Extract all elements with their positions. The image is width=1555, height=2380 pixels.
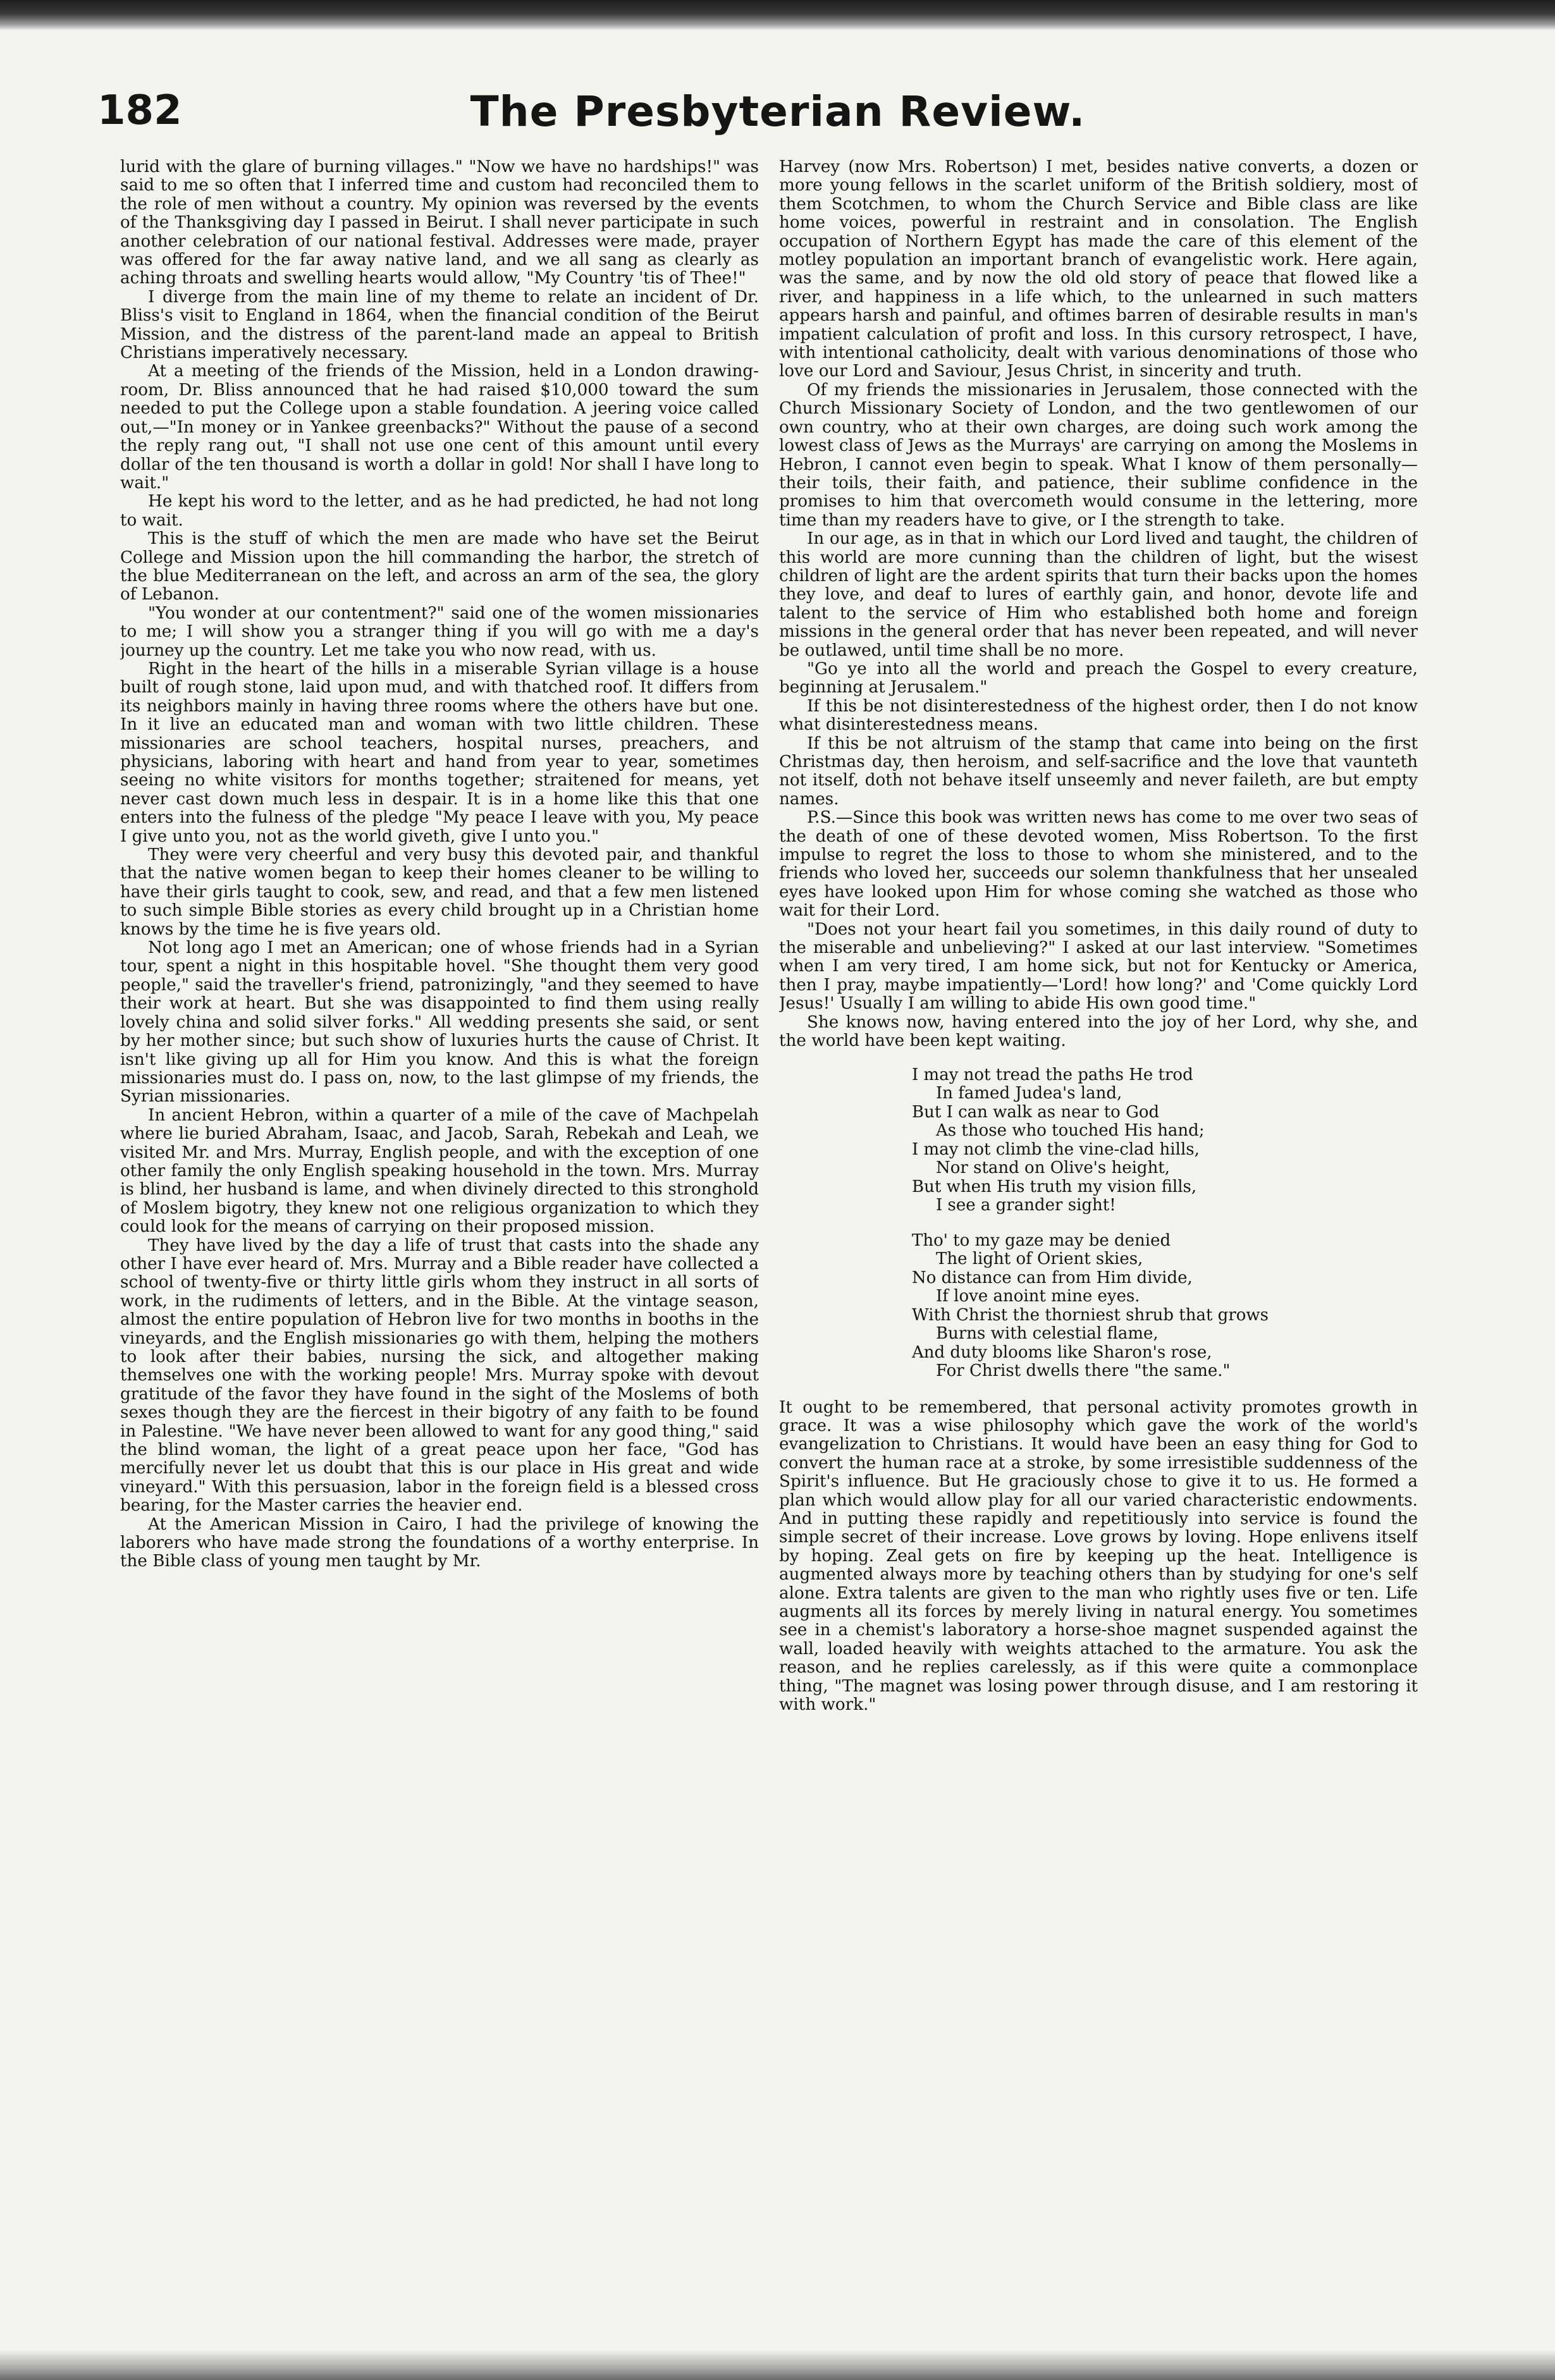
running-head <box>95 87 1461 150</box>
poem-line: I may not climb the vine-clad hills, <box>912 1139 1200 1159</box>
poem-line: In famed Judea's land, <box>936 1084 1122 1103</box>
paragraph: "You wonder at our contentment?" said one of the women missionaries to me; I will show you a stranger thing if you will go with me a day's journey up the country. Let me take you who now read, with us. <box>120 603 759 660</box>
poem-line: And duty blooms like Sharon's rose, <box>912 1342 1212 1362</box>
paragraph: If this be not altruism of the stamp that came into being on the first Christmas day, then heroism, and self-sacrifice and the love that vaunteth not itself, doth not behave itself unseemly and never faileth, are but empty names. <box>779 733 1418 809</box>
paragraph: I diverge from the main line of my theme to relate an incident of Dr. Bliss's visit to England in 1864, when the financial condition of the Beirut Mission, and the distress of the parent-land made an appeal to British Christians imperatively necessary. <box>120 287 759 363</box>
page-number: 182 <box>97 87 182 134</box>
poem-line: I may not tread the paths He trod <box>912 1065 1193 1084</box>
paragraph: At the American Mission in Cairo, I had the privilege of knowing the laborers who have made strong the foundations of a worthy enterprise. In the Bible class of young men taught by Mr. <box>120 1514 759 1571</box>
poem-line: Tho' to my gaze may be denied <box>912 1230 1171 1250</box>
paragraph: lurid with the glare of burning villages." "Now we have no hardships!" was said to me so often that I inferred time and custom had reconciled them to the role of men without a country. My opinion was reversed by the events of the Thanksgiving day I passed in Beirut. I shall never participate in such another celebration of our national festival. Addresses were made, prayer was offered for the far away native land, and we all sang as clearly as aching throats and swelling hearts would allow, "My Country 'tis of Thee!" <box>120 158 759 288</box>
paragraph: "Does not your heart fail you sometimes, in this daily round of duty to the miserable and unbelieving?" I asked at our last interview. "Sometimes when I am very tired, I am home sick, but not for Kentucky or America, then I pray, maybe impatiently—'Lord! how long?' and 'Come quickly Lord Jesus!' Usually I am willing to abide His own good time." <box>779 919 1418 1014</box>
poem-line: But when His truth my vision fills, <box>912 1177 1197 1196</box>
poem-line: Burns with celestial flame, <box>936 1324 1159 1343</box>
paragraph: Not long ago I met an American; one of whose friends had in a Syrian tour, spent a night in this hospitable hovel. "She thought them very good people," said the traveller's friend, patronizingly, "and they seemed to have their work at heart. But she was disappointed to find them using really lovely china and solid silver forks." All wedding presents she said, or sent by her mother since; but such show of luxuries hurts the cause of Christ. It isn't like giving up all for Him you know. And this is what the foreign missionaries must do. I pass on, now, to the last glimpse of my friends, the Syrian missionaries. <box>120 938 759 1107</box>
poem-line: If love anoint mine eyes. <box>936 1287 1140 1306</box>
poem-line: But I can walk as near to God <box>912 1102 1160 1122</box>
paragraph: Of my friends the missionaries in Jerusalem, those connected with the Church Missionary Society of London, and the two gentlewomen of our own country, who at their own charges, are doing such work among the lowest class of Jews as the Murrays' are carrying on among the Moslems in Hebron, I cannot even begin to speak. What I know of them personally—their toils, their faith, and patience, their sublime confidence in the promises to him that overcometh would consume in the lettering, more time than my readers have to give, or I the strength to take. <box>779 380 1418 530</box>
poem-line: As those who touched His hand; <box>936 1121 1205 1140</box>
poem-line: With Christ the thorniest shrub that grows <box>912 1305 1269 1325</box>
paragraph: They were very cheerful and very busy this devoted pair, and thankful that the native women began to keep their homes cleaner to be willing to have their girls taught to cook, sew, and read, and that a few men listened to such simple Bible stories as every child brought up in a Christian home knows by the time he is five years old. <box>120 845 759 939</box>
paragraph: This is the stuff of which the men are made who have set the Beirut College and Mission upon the hill commanding the harbor, the stretch of the blue Mediterranean on the left, and across an arm of the sea, the glory of Lebanon. <box>120 529 759 604</box>
paragraph: At a meeting of the friends of the Mission, held in a London drawing-room, Dr. Bliss announced that he had raised $10,000 toward the sum needed to put the College upon a stable foundation. A jeering voice called out,—"In money or in Yankee greenbacks?" Without the pause of a second the reply rang out, "I shall not use one cent of this amount until every dollar of the ten thousand is worth a dollar in gold! Nor shall I have long to wait." <box>120 362 759 493</box>
paragraph: P.S.—Since this book was written news has come to me over two seas of the death of one of these devoted women, Miss Robertson. To the first impulse to regret the loss to those to whom she ministered, and to the friends who loved her, succeeds our solemn thankfulness that her unsealed eyes have looked upon Him for whose coming she watched as those who wait for their Lord. <box>779 808 1418 921</box>
paragraph: Harvey (now Mrs. Robertson) I met, besides native converts, a dozen or more young fellows in the scarlet uniform of the British soldiery, most of them Scotchmen, to whom the Church Service and Bible class are like home voices, powerful in restraint and in consolation. The English occupation of Northern Egypt has made the care of this element of the motley population an important branch of evangelistic work. Here again, was the same, and by now the old old story of peace that flowed like a river, and happiness in a life which, to the unlearned in such matters appears harsh and painful, and oftimes barren of desirable results in man's impatient calculation of profit and loss. In this cursory retrospect, I have, with intentional catholicity, dealt with various denominations of those who love our Lord and Saviour, Jesus Christ, in sincerity and truth. <box>779 158 1418 381</box>
paragraph: She knows now, having entered into the joy of her Lord, why she, and the world have been kept waiting. <box>779 1012 1418 1051</box>
poem-line: I see a grander sight! <box>936 1196 1116 1215</box>
poem-line: The light of Orient skies, <box>936 1249 1143 1268</box>
poem-line: No distance can from Him divide, <box>912 1268 1193 1287</box>
paragraph: In ancient Hebron, within a quarter of a mile of the cave of Machpelah where lie buried Abraham, Isaac, and Jacob, Sarah, Rebekah and Leah, we visited Mr. and Mrs. Murray, English people, and with the exception of one other family the only English speaking household in the town. Mrs. Murray is blind, her husband is lame, and when divinely directed to this stronghold of Moslem bigotry, they knew not one religious organization to which they could look for the means of carrying on their proposed mission. <box>120 1105 759 1237</box>
paragraph: If this be not disinterestedness of the highest order, then I do not know what disinterestedness means. <box>779 696 1418 735</box>
right-column <box>779 158 1418 2321</box>
paragraph: It ought to be remembered, that personal activity promotes growth in grace. It was a wise philosophy which gave the work of the world's evangelization to Christians. It would have been an easy thing for God to convert the human race at a stroke, by some irresistible suddenness of the Spirit's influence. But He graciously chose to give it to us. He formed a plan which would allow play for all our varied characteristic endowments. And in putting these rapidly and repetitiously into service is found the simple secret of their increase. Love grows by loving. Hope enlivens itself by hoping. Zeal gets on fire by keeping up the heat. Intelligence is augmented always more by teaching others than by studying for one's self alone. Extra talents are given to the man who rightly uses five or ten. Life augments all its forces by merely living in natural energy. You sometimes see in a chemist's laboratory a horse-shoe magnet suspended against the wall, loaded heavily with weights attached to the armature. You ask the reason, and he replies carelessly, as if this were quite a commonplace thing, "The magnet was losing power through disuse, and I am restoring it with work." <box>779 1397 1418 1714</box>
paragraph: Right in the heart of the hills in a miserable Syrian village is a house built of rough stone, laid upon mud, and with thatched roof. It differs from its neighbors mainly in having three rooms where the others have but one. In it live an educated man and woman with two little children. These missionaries are school teachers, hospital nurses, preachers, and physicians, laboring with heart and hand from year to year, sometimes seeing no white visitors for months together; straitened for means, yet never cast down much less in despair. It is in a home like this that one enters into the fulness of the pledge "My peace I leave with you, My peace I give unto you, not as the world giveth, give I unto you." <box>120 659 759 846</box>
paragraph: In our age, as in that in which our Lord lived and taught, the children of this world are more cunning than the children of light, but the wisest children of light are the ardent spirits that turn their backs upon the homes they love, and deaf to lures of earthly gain, and honor, devote life and talent to the service of Him who established both home and foreign missions in the general order that has never been repeated, and will never be outlawed, until time shall be no more. <box>779 529 1418 660</box>
scan-top-edge <box>0 0 1555 30</box>
scan-bottom-edge <box>0 2350 1555 2380</box>
poem-line: For Christ dwells there "the same." <box>936 1361 1231 1380</box>
stanza-gap <box>912 1215 1418 1232</box>
paragraph: "Go ye into all the world and preach the Gospel to every creature, beginning at Jerusalem." <box>779 659 1418 697</box>
poem <box>912 1066 1418 1381</box>
poem-line: Nor stand on Olive's height, <box>936 1158 1171 1177</box>
paragraph: He kept his word to the letter, and as he had predicted, he had not long to wait. <box>120 492 759 530</box>
journal-title: The Presbyterian Review. <box>470 87 1086 136</box>
left-column <box>120 158 759 2321</box>
paragraph: They have lived by the day a life of trust that casts into the shade any other I have ever heard of. Mrs. Murray and a Bible reader have collected a school of twenty-five or thirty little girls whom they instruct in all sorts of work, in the rudiments of letters, and in the Bible. At the vintage season, almost the entire population of Hebron live for two months in booths in the vineyards, and the English missionaries go with them, helping the mothers to look after their babies, nursing the sick, and altogether making themselves one with the working people! Mrs. Murray spoke with devout gratitude of the favor they have found in the sight of the Moslems of both sexes though they are the fiercest in their bigotry of any faith to be found in Palestine. "We have never been allowed to want for any good thing," said the blind woman, the light of a great peace upon her face, "God has mercifully never let us doubt that this is our place in His great and wide vineyard." With this persuasion, labor in the foreign field is a blessed cross bearing, for the Master carries the heavier end. <box>120 1236 759 1516</box>
